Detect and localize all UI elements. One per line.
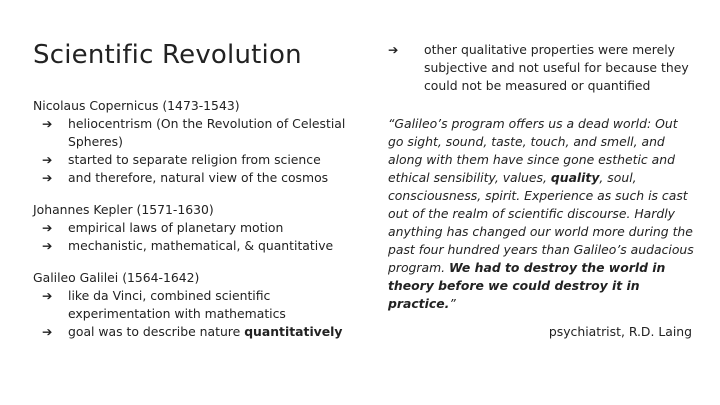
quote-text: , soul, consciousness, spirit. Experience as such is cast out of the realm of scientific discourse. Hardly anything has changed our world more during the past four hundred years than Galileo’s audacious program. <box>388 170 694 275</box>
arrow-icon: ➔ <box>42 116 53 131</box>
bullet-item <box>33 169 363 187</box>
arrow-icon: ➔ <box>42 288 53 303</box>
quote-bold-text: quality <box>550 170 600 185</box>
bullet-item <box>33 323 363 341</box>
arrow-icon: ➔ <box>42 324 53 339</box>
quote-block <box>388 115 696 313</box>
bullet-text: like da Vinci, combined scientific experimentation with mathematics <box>68 288 286 321</box>
quote-bold-text: We had to destroy the world in theory before we could destroy it in practice. <box>388 260 666 311</box>
arrow-icon: ➔ <box>388 42 399 57</box>
person-name: Johannes Kepler (1571-1630) <box>33 202 214 217</box>
quote-text: ” <box>449 296 456 311</box>
bullet-text: goal was to describe nature <box>68 324 245 339</box>
bullet-text: empirical laws of planetary motion <box>68 220 284 235</box>
arrow-icon: ➔ <box>42 238 53 253</box>
bullet-item <box>33 237 363 255</box>
left-column <box>33 97 363 355</box>
quote-text: “Galileo’s program offers us a dead world: Out go sight, sound, taste, touch, and smell, and along with them have since gone esthetic and ethical sensibility, values, <box>388 116 678 185</box>
person-galileo <box>33 269 363 341</box>
bullet-item <box>388 41 696 95</box>
bullet-text: started to separate religion from science <box>68 152 321 167</box>
bullet-text: heliocentrism (On the Revolution of Celestial Spheres) <box>68 116 346 149</box>
person-copernicus <box>33 97 363 187</box>
arrow-icon: ➔ <box>42 152 53 167</box>
person-name: Nicolaus Copernicus (1473-1543) <box>33 98 240 113</box>
bullet-item <box>33 287 363 323</box>
person-kepler <box>33 201 363 255</box>
person-name: Galileo Galilei (1564-1642) <box>33 270 200 285</box>
bullet-bold-text: quantitatively <box>244 324 343 339</box>
right-column <box>388 41 696 341</box>
arrow-icon: ➔ <box>42 220 53 235</box>
bullet-item <box>33 219 363 237</box>
quote-attribution: psychiatrist, R.D. Laing <box>548 324 692 339</box>
bullet-item <box>33 151 363 169</box>
bullet-item <box>33 115 363 151</box>
bullet-text: mechanistic, mathematical, & quantitative <box>68 238 334 253</box>
arrow-icon: ➔ <box>42 170 53 185</box>
bullet-text: other qualitative properties were merely subjective and not useful for because they could not be measured or quantified <box>424 42 689 93</box>
bullet-text: and therefore, natural view of the cosmos <box>68 170 329 185</box>
slide-title: Scientific Revolution <box>33 40 302 70</box>
